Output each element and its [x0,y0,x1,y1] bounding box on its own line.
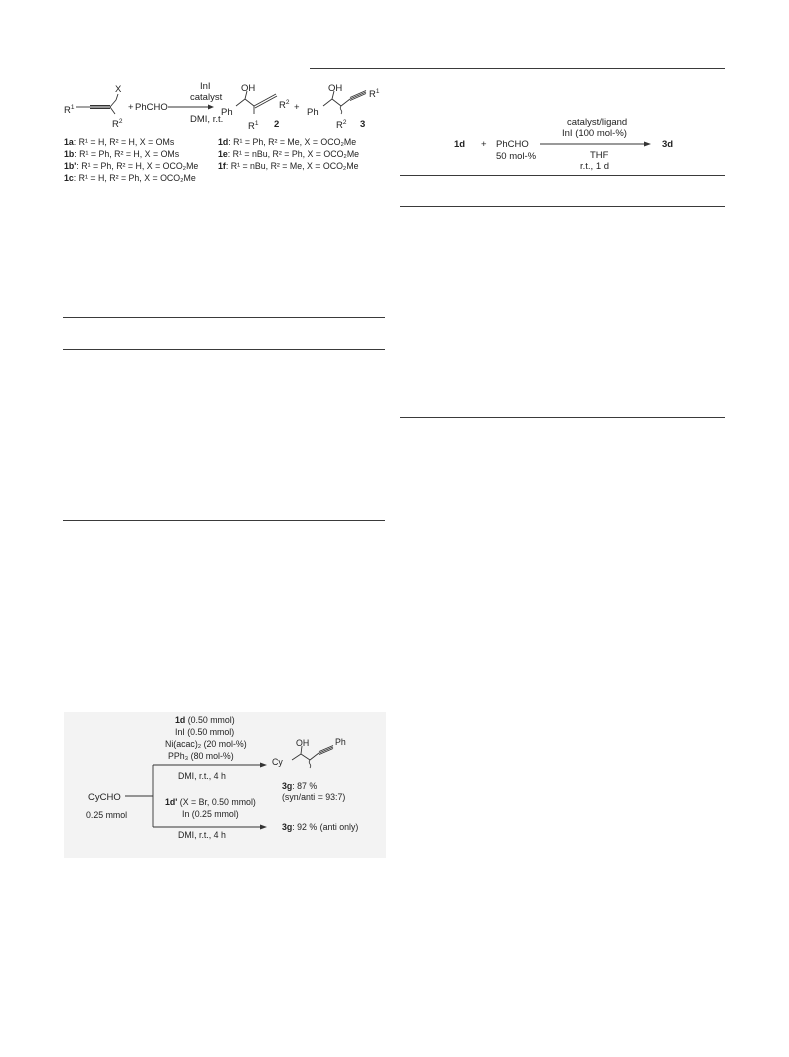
product-2-r1-letter: R [248,121,255,133]
scheme-3-product-ph: Ph [335,737,346,747]
legend-text: : R¹ = Ph, R² = H, X = OMs [74,149,180,159]
scheme-3-upper-cond-4: PPh₃ (80 mol-%) [168,751,234,761]
product-2-r1-sup: 1 [254,120,259,127]
product-2-ph: Ph [221,107,233,118]
scheme-2-reactant: 1d [454,139,466,150]
legend-text: : R¹ = nBu, R² = Me, X = OCO₂Me [225,161,359,171]
legend-id: 1c [64,173,74,183]
legend-id: 1b' [64,161,77,171]
scheme-2-aldehyde-amount: 50 mol-% [496,151,537,162]
scheme-3-result-2-yield: : 92 % (anti only) [292,822,359,832]
product-2-r2 [279,97,290,111]
scheme-2-solvent: THF [590,150,609,161]
scheme-3-1d-label: 1d [175,715,186,725]
scheme-3-lower-cond-2: In (0.25 mmol) [182,809,239,819]
product-2-r2-sup: 2 [285,99,290,106]
substrate-r2-letter: R [112,119,119,131]
legend-id: 1f [218,161,226,171]
substrate-r1-letter: R [64,105,71,117]
substrate-legend-1c [64,173,196,183]
scheme-3-upper-cond-3: Ni(acac)₂ (20 mol-%) [165,739,247,749]
substrate-x-label: X [115,84,122,95]
product-3-number: 3 [360,119,366,130]
benzaldehyde-label: PhCHO [135,102,168,113]
substrate-r1-sup: 1 [70,104,75,111]
legend-id: 1b [64,149,75,159]
substrate-legend-1d [218,137,356,147]
legend-text: : R¹ = Ph, R² = H, X = OCO₂Me [76,161,199,171]
scheme-3-result-2-id: 3g [282,822,293,832]
scheme-3-result-1-id: 3g [282,781,293,791]
legend-id: 1a [64,137,74,147]
scheme-2-plus: + [481,139,487,150]
product-2-r1 [248,118,259,132]
product-2-oh: OH [241,83,256,94]
legend-text: : R¹ = H, R² = H, X = OMs [73,137,175,147]
reagent-catalyst: catalyst [190,92,223,103]
product-3-ph: Ph [307,107,319,118]
scheme-3-1d-amount: (0.50 mmol) [187,715,235,725]
substrate-legend-1e [218,149,359,159]
scheme-3-result-1-ratio: (syn/anti = 93:7) [282,792,346,802]
product-3-r2 [336,117,347,131]
product-3-r1-letter: R [369,89,376,101]
scheme-3-upper-cond-2: InI (0.50 mmol) [175,727,235,737]
product-2-number: 2 [274,119,280,130]
scheme-3-start: CyCHO [88,792,121,803]
substrate-r2-sup: 2 [118,118,123,125]
substrate-legend-1f [218,161,359,171]
substrate-r1-label [64,102,75,116]
plus-sign-2: + [294,102,300,113]
scheme-3-result-1-yield: : 87 % [292,781,318,791]
substrate-legend-1b [64,149,179,159]
scheme-3-upper-below: DMI, r.t., 4 h [178,771,226,781]
substrate-legend-1a [64,137,174,147]
header-rule [310,68,725,69]
scheme-3-product-oh: OH [296,738,310,748]
reagent-ini: InI [200,81,211,92]
scheme-3-1d-prime-detail: (X = Br, 0.50 mmol) [177,797,256,807]
table-left-head-rule [63,349,385,350]
table-left-top-rule [63,317,385,318]
table-right-bottom-rule [400,417,725,418]
legend-id: 1e [218,149,228,159]
table-right-head-rule [400,206,725,207]
reagent-solvent: DMI, r.t. [190,114,224,125]
scheme-2-catalyst-ligand: catalyst/ligand [567,117,628,128]
product-3-oh: OH [328,83,343,94]
legend-text: : R¹ = H, R² = Ph, X = OCO₂Me [73,173,196,183]
product-3-r2-sup: 2 [342,119,347,126]
scheme-2-arrow [540,140,655,148]
table-left-bottom-rule [63,520,385,521]
product-3-r2-letter: R [336,120,343,132]
scheme-3-start-amount: 0.25 mmol [86,810,128,820]
plus-sign-1: + [128,102,134,113]
legend-text: : R¹ = Ph, R² = Me, X = OCO₂Me [228,137,357,147]
substrate-r2-label [112,116,123,130]
table-right-top-rule [400,175,725,176]
legend-id: 1d [218,137,229,147]
scheme-3-upper-cond-1 [175,715,235,725]
substrate-legend-1b-prime [64,161,198,171]
scheme-3-arrows [125,755,275,835]
legend-text: : R¹ = nBu, R² = Ph, X = OCO₂Me [227,149,360,159]
scheme-2-time: r.t., 1 d [580,161,610,172]
product-3-r1 [369,86,380,100]
scheme-2-ini-loading: InI (100 mol-%) [562,128,627,139]
product-3-r1-sup: 1 [375,88,380,95]
scheme-3-result-1 [282,781,317,791]
scheme-3-lower-cond-1 [165,797,256,807]
scheme-3-lower-below: DMI, r.t., 4 h [178,830,226,840]
scheme-3-1d-prime-label: 1d' [165,797,178,807]
scheme-2-aldehyde: PhCHO [496,139,529,150]
scheme-3-product-cy: Cy [272,757,283,767]
scheme-3-result-2 [282,822,358,832]
product-2-r2-letter: R [279,100,286,112]
scheme-2-product: 3d [662,139,674,150]
